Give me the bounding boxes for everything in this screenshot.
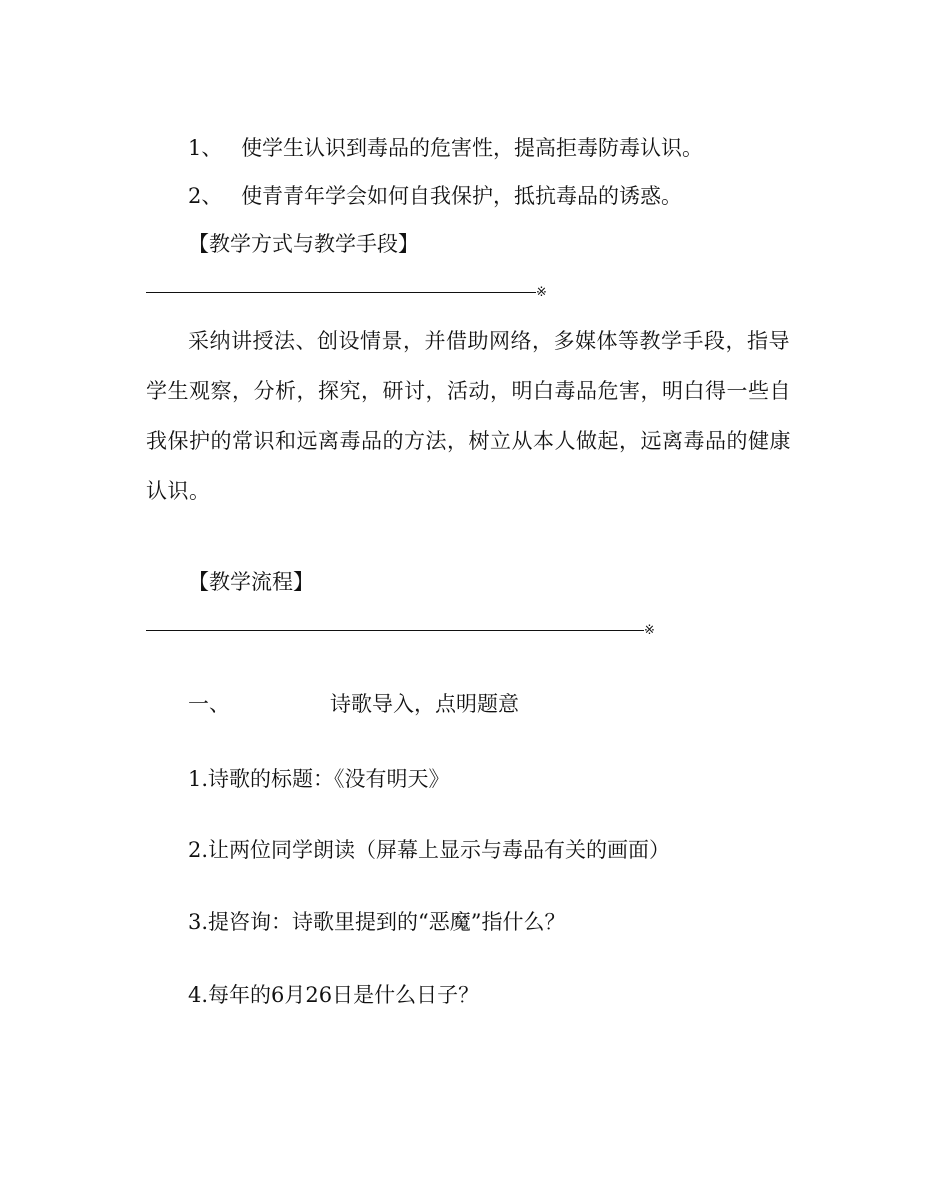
- methods-divider-mark: ※: [536, 285, 547, 300]
- process-item-4: 4.每年的6月26日是什么日子？: [188, 983, 480, 1007]
- objective-1: [188, 134, 703, 162]
- part-one-title: [188, 690, 519, 718]
- methods-divider: [146, 292, 536, 293]
- objective-1-number: 1、: [188, 136, 223, 160]
- objective-2: [188, 182, 682, 210]
- objective-2-number: 2、: [188, 184, 223, 208]
- part-one-number: 一、: [188, 692, 230, 716]
- objective-2-text: 使青青年学会如何自我保护，抵抗毒品的诱惑。: [241, 184, 683, 208]
- process-item-3: 3.提咨询：诗歌里提到的“恶魔”指什么？: [188, 910, 566, 934]
- process-item-2: 2.让两位同学朗读（屏幕上显示与毒品有关的画面）: [188, 838, 671, 862]
- objective-1-text: 使学生认识到毒品的危害性，提高拒毒防毒认识。: [241, 136, 704, 160]
- methods-heading: 【教学方式与教学手段】: [188, 232, 419, 256]
- process-heading: 【教学流程】: [188, 570, 314, 594]
- methods-body: 采纳讲授法、创设情景，并借助网络，多媒体等教学手段，指导学生观察，分析，探究，研讨，活动，明白毒品危害，明白得一些自我保护的常识和远离毒品的方法，树立从本人做起，远离毒品的健康认识。: [146, 329, 791, 503]
- part-one-text: 诗歌导入，点明题意: [330, 692, 519, 716]
- process-item-1: 1.诗歌的标题：《没有明天》: [188, 767, 450, 791]
- process-divider: [146, 630, 644, 631]
- process-divider-mark: ※: [644, 623, 655, 638]
